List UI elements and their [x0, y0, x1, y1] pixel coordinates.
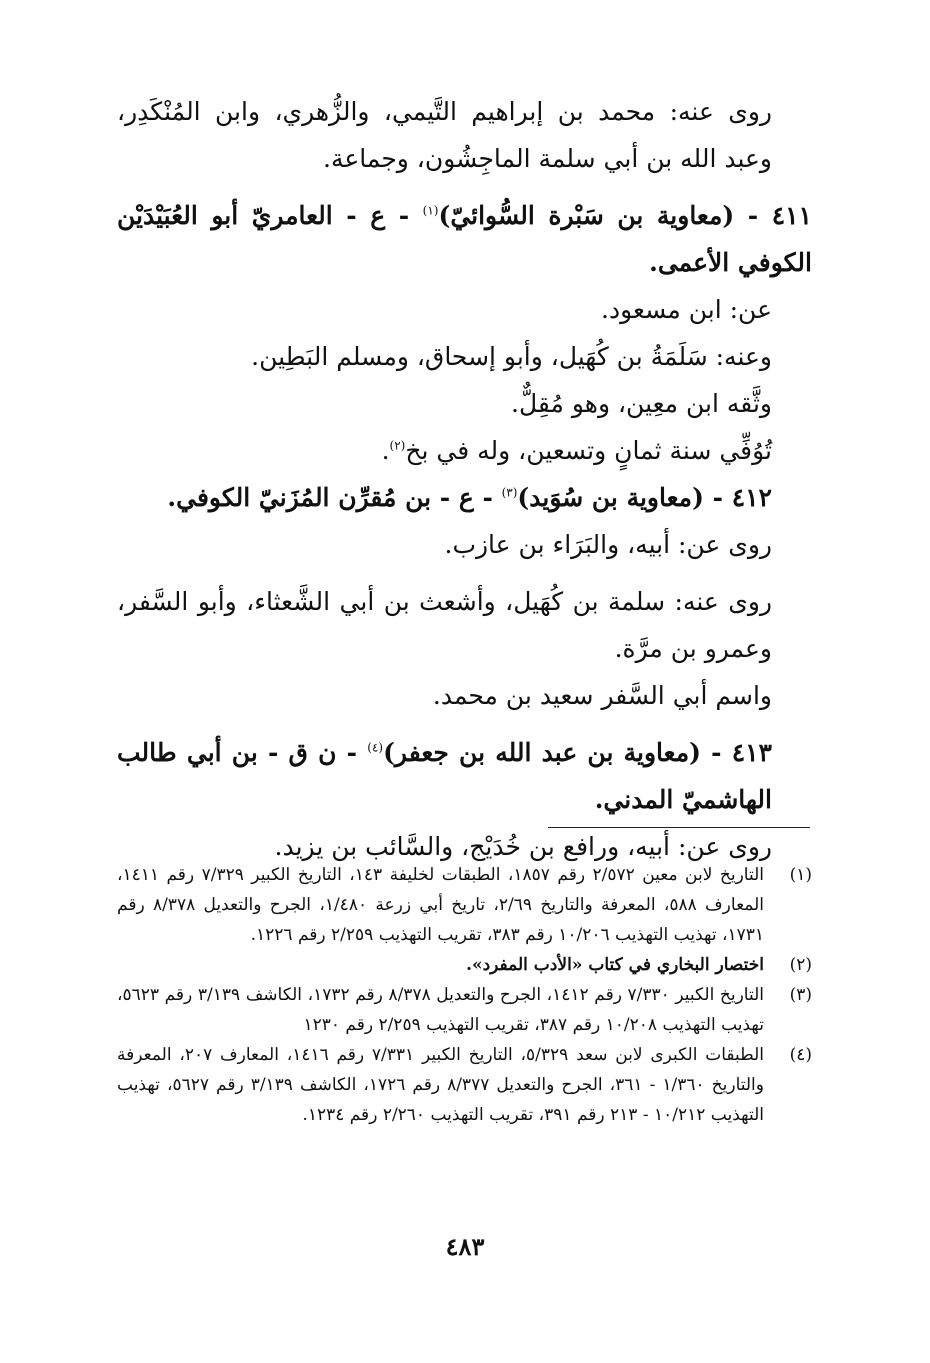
footnote-text: الطبقات الكبرى لابن سعد ٥/٣٢٩، التاريخ الكبير ٧/٣٣١ رقم ١٤١٦، المعارف ٢٠٧، المعرفة والتاريخ ١/٣٦٠ - ٣٦١، الجرح والتعديل ٨/٣٧٧ رقم ١٧٢٦، الكاشف ٣/١٣٩ رقم ٥٦٢٧، تهذيب التهذيب ١٠/٢١٢ - ٢١٣ رقم ٣٩١، تقريب التهذيب ٢/٢٦٠ رقم ١٢٣٤. — [117, 1045, 764, 1125]
entry-411-heading-rest: - ع - العامريّ أبو العُبَيْدَيْن الكوفي الأعمى. — [117, 201, 812, 277]
entry-411-line: وثَّقه ابن معِين، وهو مُقِلٌّ. — [511, 389, 772, 418]
footnote — [117, 950, 812, 980]
footnote-ref-4: (٤) — [367, 740, 384, 755]
entry-411-death-text: تُوُفِّي سنة ثمانٍ وتسعين، وله في بخ — [405, 436, 772, 465]
entry-413-heading-rest: - ن ق - بن أبي طالب الهاشميّ المدني. — [117, 738, 772, 814]
entry-412-line: واسم أبي السَّفر سعيد بن محمد. — [432, 681, 772, 710]
entry-411-heading: ٤١١ - (معاوية بن سَبْرة السُّوائيّ) — [438, 201, 812, 230]
main-text — [117, 88, 812, 870]
entry-412-line: روى عن: أبيه، والبَرَاء بن عازب. — [444, 530, 772, 559]
footnote-ref-1: (١) — [422, 203, 439, 218]
entry-413 — [117, 729, 812, 823]
entry-411-line: وعنه: سَلَمَةُ بن كُهَيل، وأبو إسحاق، ومسلم البَطِين. — [251, 342, 772, 371]
paragraph-narrators: روى عنه: محمد بن إبراهيم التَّيمي، والزُّهري، وابن المُنْكَدِر، وعبد الله بن أبي سلمة الماجِشُون، وجماعة. — [117, 97, 772, 173]
footnote — [117, 860, 812, 950]
entry-412-line: روى عنه: سلمة بن كُهَيل، وأشعث بن أبي الشَّعثاء، وأبو السَّفر، وعمرو بن مرَّة. — [117, 587, 772, 663]
footnote — [117, 980, 812, 1040]
footnote-number: (٣) — [789, 985, 812, 1005]
entry-411 — [117, 192, 812, 286]
footnote-separator — [548, 827, 810, 828]
footnote-text: التاريخ الكبير ٧/٣٣٠ رقم ١٤١٢، الجرح والتعديل ٨/٣٧٨ رقم ١٧٣٢، الكاشف ٣/١٣٩ رقم ٥٦٢٣، تهذيب التهذيب ١٠/٢٠٨ رقم ٣٨٧، تقريب التهذيب ٢/٢٥٩ رقم ١٢٣٠ — [117, 985, 765, 1035]
entry-411-death-line — [117, 427, 812, 474]
entry-412-heading-rest: - ع - بن مُقرِّن المُزَنيّ الكوفي. — [167, 483, 502, 512]
footnote-text: التاريخ لابن معين ٢/٥٧٢ رقم ١٨٥٧، الطبقات لخليفة ١٤٣، التاريخ الكبير ٧/٣٢٩ رقم ١٤١١، المعارف ٥٨٨، المعرفة والتاريخ ٢/٦٩، تاريخ أبي زرعة ١/٤٨٠، الجرح والتعديل ٨/٣٧٨ رقم ١٧٣١، تهذيب التهذيب ١٠/٢٠٦ رقم ٣٨٣، تقريب التهذيب ٢/٢٥٩ رقم ١٢٢٦. — [117, 865, 764, 945]
entry-411-line: عن: ابن مسعود. — [601, 295, 772, 324]
footnotes — [117, 860, 812, 1130]
footnote-number: (١) — [789, 865, 812, 885]
footnote-number: (٢) — [789, 955, 812, 975]
entry-413-heading: ٤١٣ - (معاوية بن عبد الله بن جعفر) — [383, 738, 772, 767]
footnote-number: (٤) — [789, 1045, 812, 1065]
entry-411-death-end: . — [381, 436, 390, 465]
footnote-text: اختصار البخاري في كتاب «الأدب المفرد». — [466, 955, 764, 975]
page-number: ٤٨٣ — [445, 1232, 485, 1261]
footnote-ref-3: (٣) — [501, 485, 518, 500]
entry-413-line: روى عن: أبيه، ورافع بن خُدَيْج، والسَّائب بن يزيد. — [274, 832, 772, 861]
entry-412 — [117, 474, 812, 521]
footnote — [117, 1040, 812, 1130]
entry-412-heading: ٤١٢ - (معاوية بن سُوَيد) — [517, 483, 772, 512]
footnote-ref-2: (٢) — [389, 438, 406, 453]
